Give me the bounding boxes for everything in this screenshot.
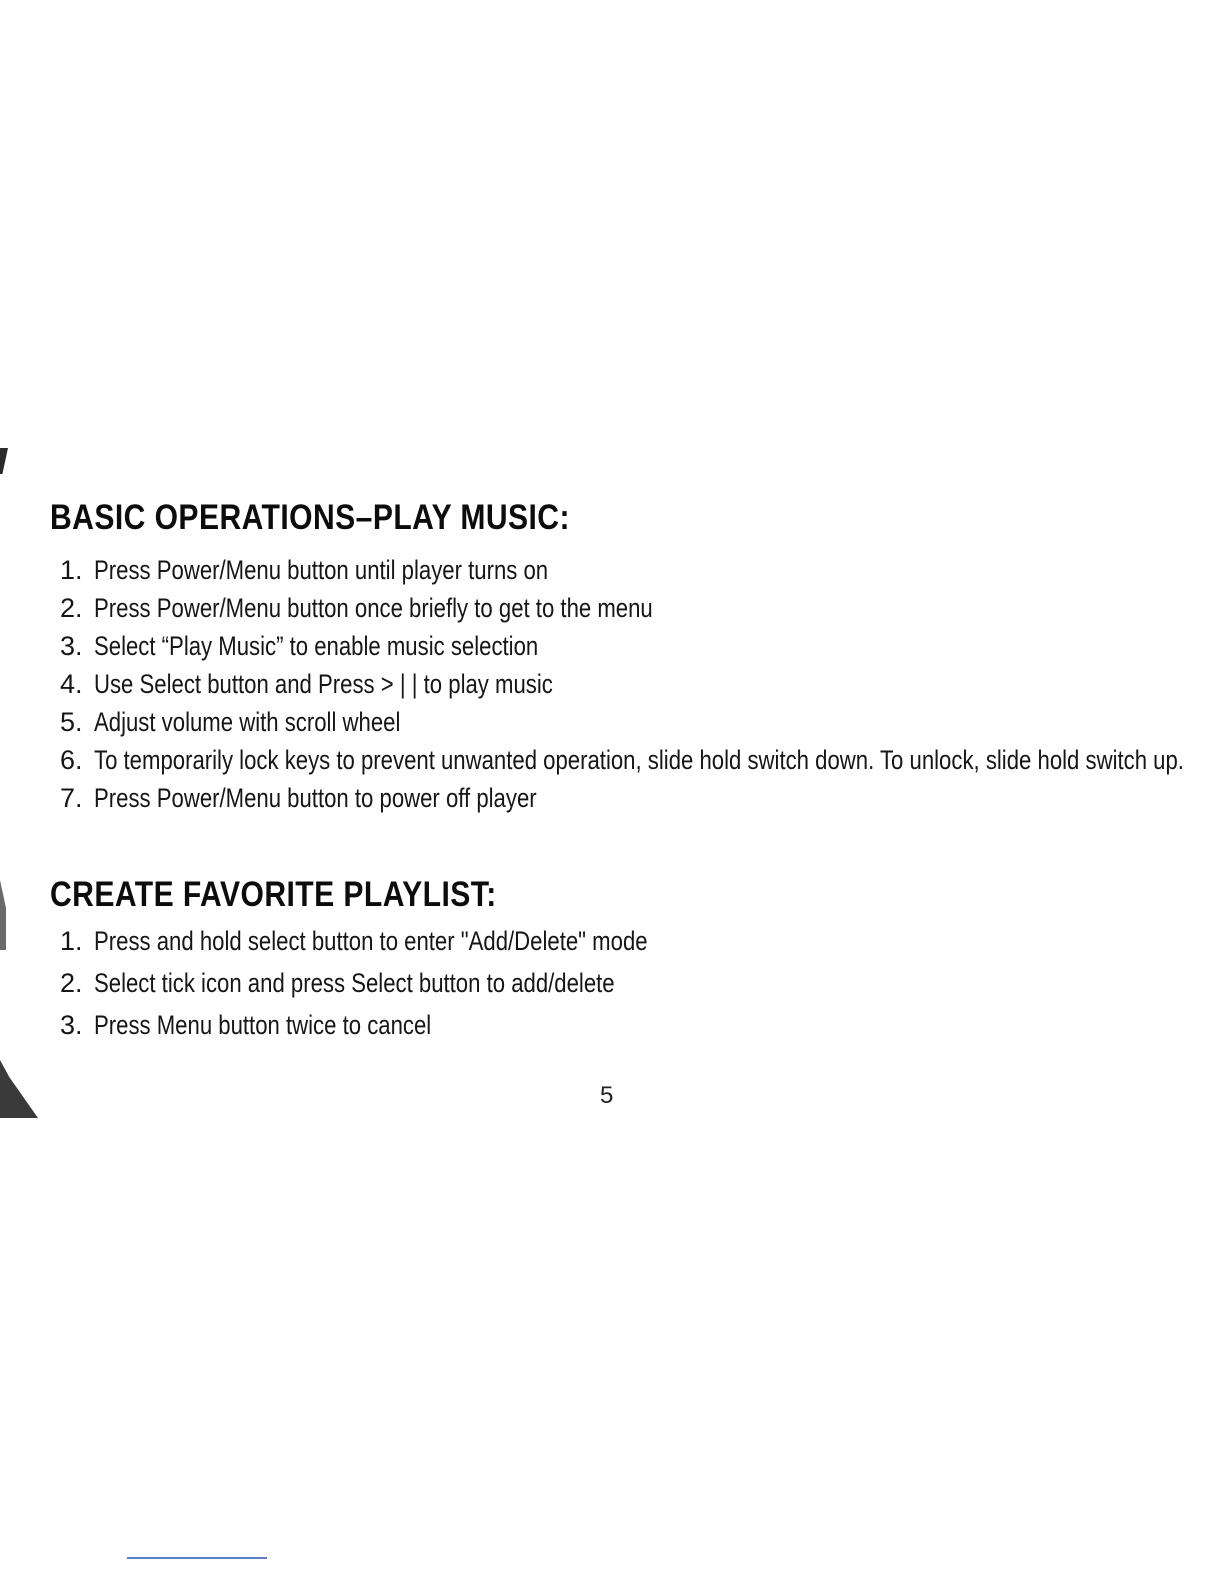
step-text: Press and hold select button to enter "Add/Delete" mode	[94, 926, 648, 956]
step-number: 3.	[60, 631, 83, 661]
page-number: 5	[600, 1082, 614, 1109]
basic-operations-steps	[56, 555, 1196, 821]
list-item	[56, 745, 1196, 775]
step-text: To temporarily lock keys to prevent unwanted operation, slide hold switch down. To unlock, slide hold switch up.	[94, 745, 1184, 775]
step-text: Press Power/Menu button once briefly to get to the menu	[94, 593, 653, 623]
divider	[127, 1557, 267, 1559]
list-item	[56, 707, 1196, 737]
list-item	[56, 631, 1196, 661]
step-number: 3.	[60, 1010, 83, 1040]
list-item	[56, 555, 1196, 585]
step-number: 1.	[60, 555, 83, 585]
create-playlist-steps	[56, 926, 1196, 1052]
step-text: Select “Play Music” to enable music selection	[94, 631, 539, 661]
step-number: 5.	[60, 707, 83, 737]
step-text: Press Power/Menu button to power off player	[94, 783, 537, 813]
step-text: Use Select button and Press > | | to play music	[94, 669, 553, 699]
scan-edge-mark	[0, 1060, 38, 1118]
step-number: 4.	[60, 669, 83, 699]
step-text: Press Menu button twice to cancel	[94, 1010, 432, 1040]
list-item	[56, 593, 1196, 623]
step-text: Adjust volume with scroll wheel	[94, 707, 401, 737]
step-number: 1.	[60, 926, 83, 956]
list-item	[56, 968, 1196, 998]
list-item	[56, 783, 1196, 813]
scan-edge-mark	[0, 880, 6, 950]
step-number: 7.	[60, 783, 83, 813]
list-item	[56, 1010, 1196, 1040]
section-title-create-favorite-playlist: CREATE FAVORITE PLAYLIST:	[50, 875, 497, 914]
step-number: 2.	[60, 968, 83, 998]
section-title-basic-operations: BASIC OPERATIONS–PLAY MUSIC:	[50, 498, 570, 537]
list-item	[56, 669, 1196, 699]
step-text: Select tick icon and press Select button to add/delete	[94, 968, 615, 998]
step-number: 2.	[60, 593, 83, 623]
scan-edge-mark	[0, 448, 8, 474]
step-number: 6.	[60, 745, 83, 775]
step-text: Press Power/Menu button until player turns on	[94, 555, 549, 585]
list-item	[56, 926, 1196, 956]
